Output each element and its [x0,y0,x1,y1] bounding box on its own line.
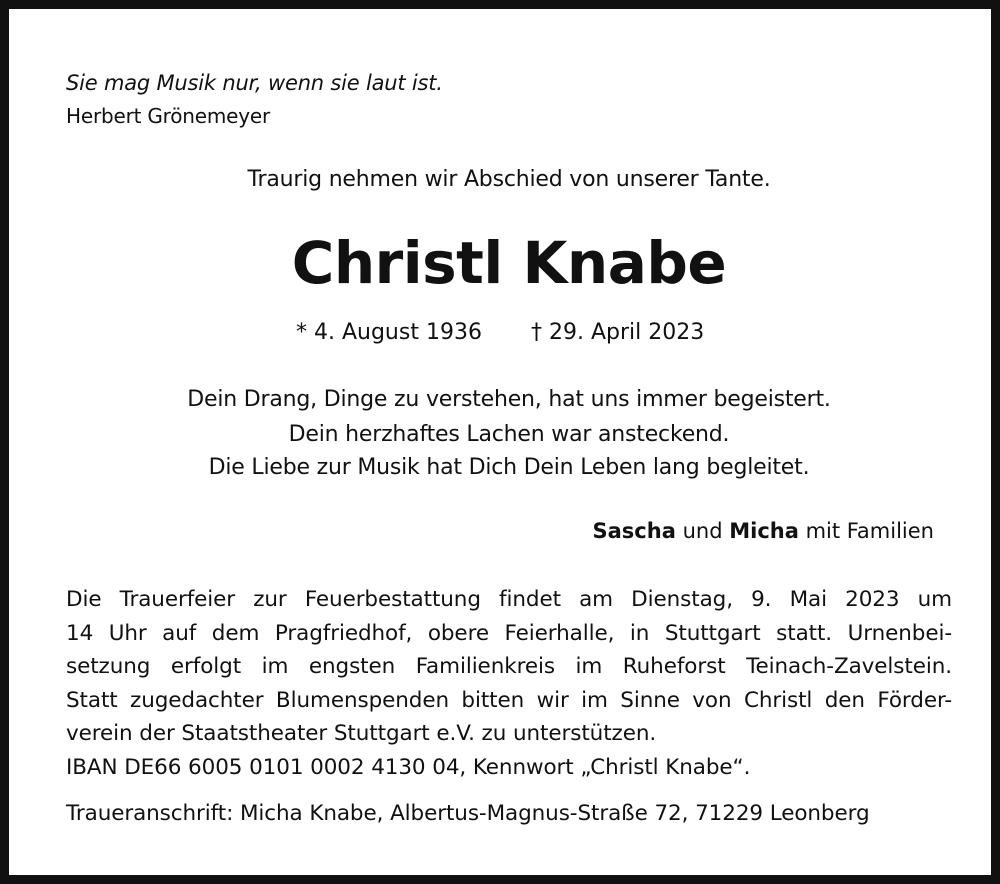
signer-name: Sascha [592,519,676,543]
notice-line: verein der Staatstheater Stuttgart e.V. zu unterstützen. [66,721,657,746]
quote-text: Sie mag Musik nur, wenn sie laut ist. [66,71,443,95]
death-date: † 29. April 2023 [531,320,705,345]
tribute-line: Dein Drang, Dinge zu verstehen, hat uns immer begeistert. [187,387,831,412]
signer-name: Micha [729,519,799,543]
tribute-line: Dein herzhaftes Lachen war ansteckend. [288,422,730,447]
tribute-line: Die Liebe zur Musik hat Dich Dein Leben lang begleitet. [208,455,810,480]
quote-author: Herbert Grönemeyer [66,104,271,128]
notice-line: IBAN DE66 6005 0101 0002 4130 04, Kennwort „Christl Knabe“. [66,754,751,780]
funeral-notice [66,583,952,784]
notice-line: Statt zugedachter Blumenspenden bitten wir im Sinne von Christl den Förder- [66,687,952,713]
signers [593,519,934,543]
notice-line: setzung erfolgt im engsten Familienkreis im Ruheforst Teinach-Zavelstein. [66,654,952,679]
mourning-address: Traueranschrift: Micha Knabe, Albertus-Magnus-Straße 72, 71229 Leonberg [66,801,870,826]
deceased-name: Christl Knabe [291,229,727,297]
notice-line: 14 Uhr auf dem Pragfriedhof, obere Feierhalle, in Stuttgart statt. Urnenbei- [66,620,952,646]
signer-suffix: mit Familien [805,519,934,543]
intro-text: Traurig nehmen wir Abschied von unserer Tante. [247,167,771,192]
signer-connector: und [682,519,723,543]
notice-line: Die Trauerfeier zur Feuerbestattung findet am Dienstag, 9. Mai 2023 um [66,587,952,612]
birth-date: * 4. August 1936 [296,320,482,345]
